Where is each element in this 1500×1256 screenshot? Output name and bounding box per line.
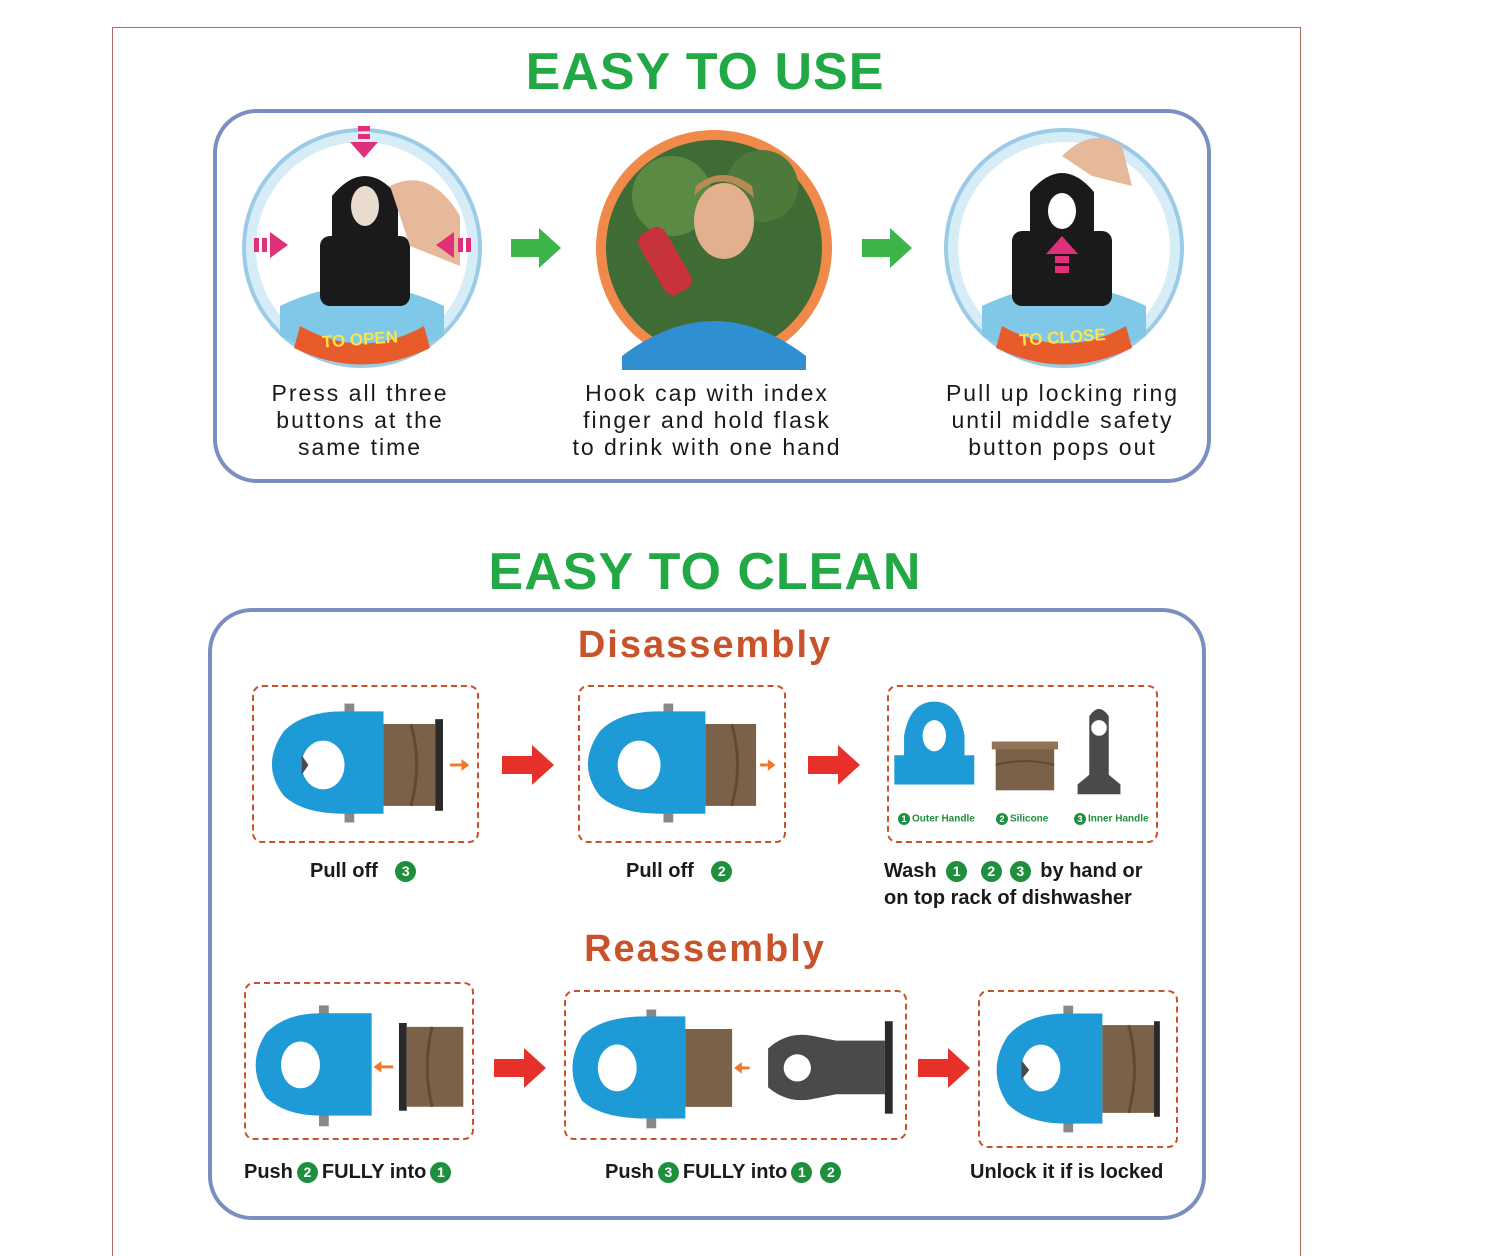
reassembly-title: Reassembly [584,928,826,970]
arrow-right-icon [862,228,912,268]
reassembly-step-1 [244,982,474,1140]
open-caption: Press all three buttons at the same time [271,380,449,460]
disassembly-title: Disassembly [577,624,833,666]
part-label-silicone: 2 Silicone [996,813,1048,825]
arrow-right-icon [511,228,561,268]
reassembly-label-1: Push 2 FULLY into 1 [244,1161,455,1184]
wash-instructions: Wash 1 2 3 by hand or on top rack of dishwasher [884,860,1143,909]
reassembly-label-2: Push 3 FULLY into 1 2 [605,1161,845,1184]
part-label-inner-handle: 3 Inner Handle [1074,813,1149,825]
easy-to-use-title: EASY TO USE [525,43,885,101]
arrow-right-icon [502,745,554,785]
part-label-outer-handle: 1 Outer Handle [898,813,975,825]
arrow-right-icon [494,1048,546,1088]
arrow-right-icon [808,745,860,785]
easy-to-clean-title: EASY TO CLEAN [488,543,922,601]
drink-caption: Hook cap with index finger and hold flask to drink with one hand [572,380,842,460]
reassembly-step-3 [978,990,1178,1148]
drinking-photo [592,126,836,370]
reassembly-step-2 [564,990,907,1140]
reassembly-label-3: Unlock it if is locked [970,1161,1164,1183]
close-caption: Pull up locking ring until middle safety button pops out [945,380,1180,460]
disassembly-step-1 [252,685,479,843]
disassembly-step-2 [578,685,786,843]
open-badge: TO OPEN [321,327,399,352]
close-badge: TO CLOSE [1018,325,1107,350]
disassembly-label-1: Pull off 3 [310,860,420,883]
arrow-right-icon [918,1048,970,1088]
disassembly-label-2: Pull off 2 [626,860,736,883]
